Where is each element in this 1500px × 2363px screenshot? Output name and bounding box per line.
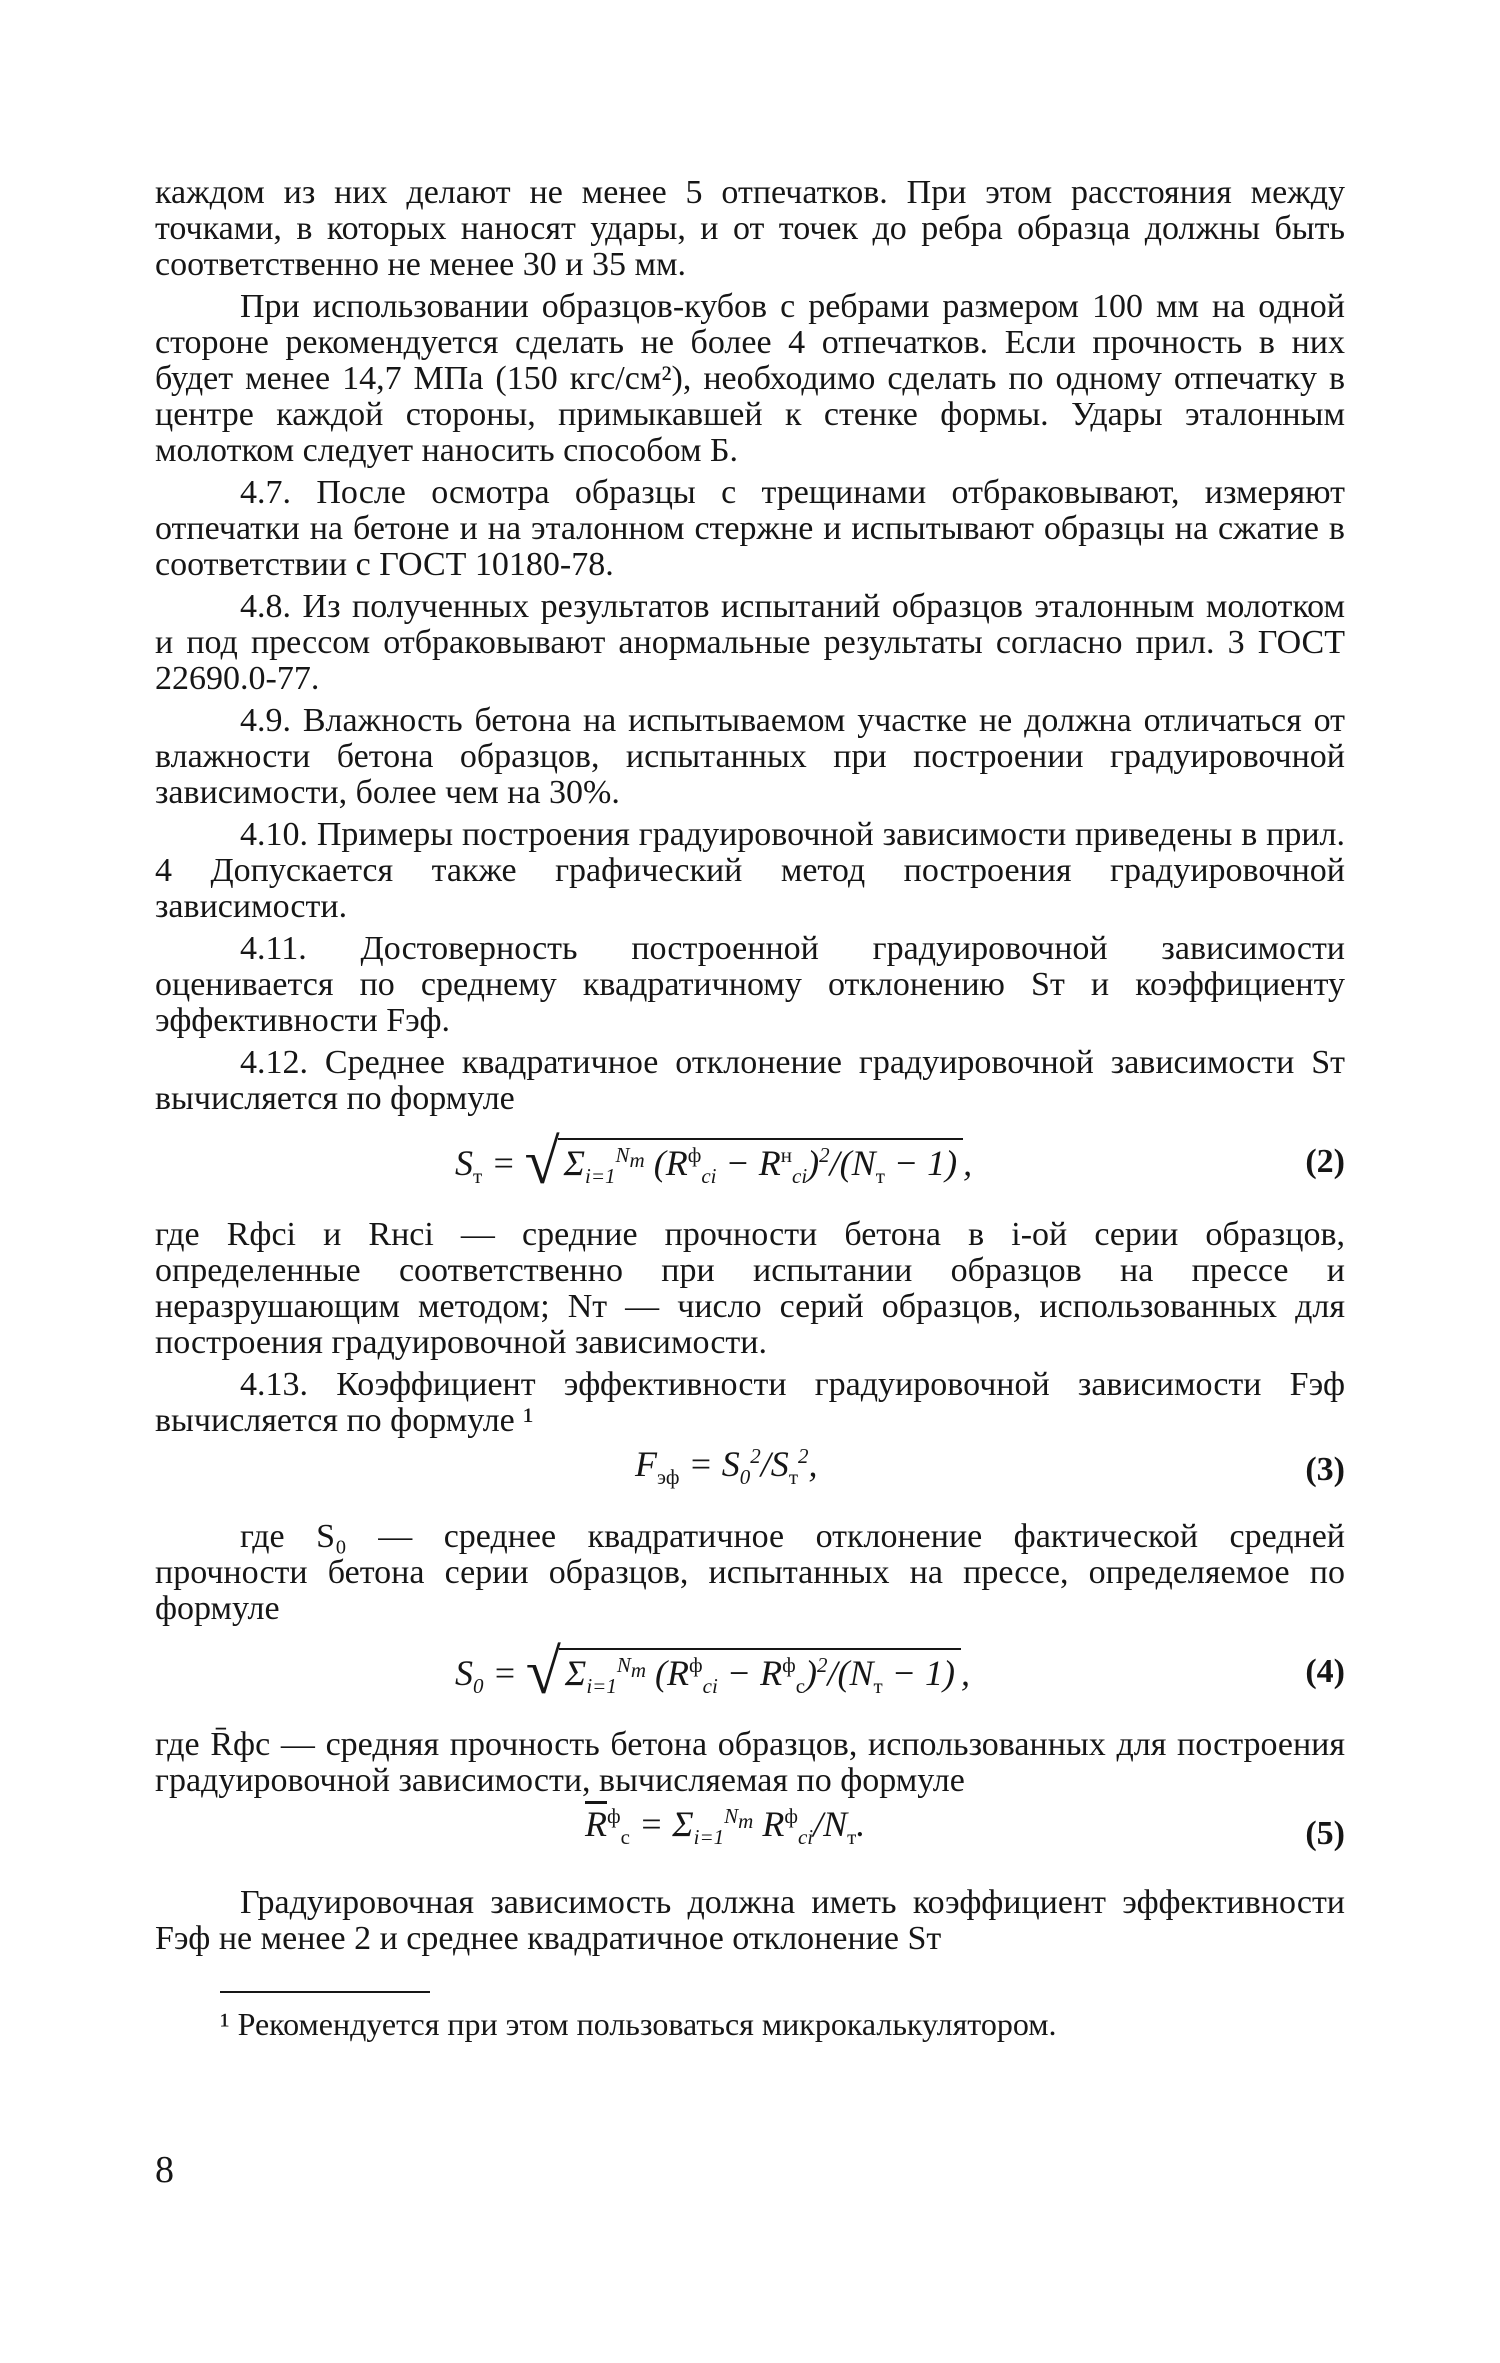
formula-2-number: (2) xyxy=(1305,1143,1345,1180)
clause-4-10: 4.10. Примеры построения градуировочной зависимости приведены в прил. 4 Допускается также графический метод построения градуировочной зависимости. xyxy=(155,816,1345,925)
formula-4-explanation: где R̄фс — средняя прочность бетона образцов, использованных для построения градуировочной зависимости, вычисляемая по формуле xyxy=(155,1726,1345,1799)
formula-3-explanation: где S₀ — среднее квадратичное отклонение фактической средней прочности бетона серии образцов, испытанных на прессе, определяемое по формуле xyxy=(155,1518,1345,1627)
formula-2 xyxy=(155,1117,1345,1217)
paragraph-cube-specimens: При использовании образцов-кубов с ребрами размером 100 мм на одной стороне рекомендуется сделать не более 4 отпечатков. Если прочность в них будет менее 14,7 МПа (150 кгс/см²), необходимо сделать по одному отпечатку в центре каждой стороны, примыкавшей к стенке формы. Удары эталонным молотком следует наносить способом Б. xyxy=(155,288,1345,469)
paragraph-continued: каждом из них делают не менее 5 отпечатков. При этом расстояния между точками, в которых наносят удары, и от точек до ребра образца должны быть соответственно не менее 30 и 35 мм. xyxy=(155,174,1345,283)
formula-4-number: (4) xyxy=(1305,1653,1345,1690)
clause-4-9: 4.9. Влажность бетона на испытываемом участке не должна отличаться от влажности бетона образцов, испытанных при построении градуировочной зависимости, более чем на 30%. xyxy=(155,702,1345,811)
formula-5-expression: $\overline{R}^ф_с = \Sigma_{i=1}^{N_т}$ $R^ф_{ci}/N_т$. xyxy=(585,1804,866,1850)
clause-4-13: 4.13. Коэффициент эффективности градуировочной зависимости Fэф вычисляется по формуле ¹ xyxy=(155,1366,1345,1439)
formula-4-expression: $S_0$ = √ $\Sigma_{i=1}^{N_т}$ $(R^ф_{ci} - R^ф_с)^2/(N_т - 1)$ , xyxy=(455,1636,970,1707)
clause-4-12: 4.12. Среднее квадратичное отклонение градуировочной зависимости Sт вычисляется по формуле xyxy=(155,1044,1345,1117)
formula-3-number: (3) xyxy=(1305,1451,1345,1488)
clause-4-7: 4.7. После осмотра образцы с трещинами отбраковывают, измеряют отпечатки на бетоне и на эталонном стержне и испытывают образцы на сжатие в соответствии с ГОСТ 10180-78. xyxy=(155,474,1345,583)
clause-4-11: 4.11. Достоверность построенной градуировочной зависимости оценивается по среднему квадратичному отклонению Sт и коэффициенту эффективности Fэф. xyxy=(155,930,1345,1039)
document-page xyxy=(155,175,1345,2041)
formula-5-number: (5) xyxy=(1305,1815,1345,1852)
formula-5 xyxy=(155,1799,1345,1885)
footnote: ¹ Рекомендуется при этом пользоваться микрокалькулятором. xyxy=(220,2006,1057,2042)
clause-4-8: 4.8. Из полученных результатов испытаний образцов эталонным молотком и под прессом отбраковывают анормальные результаты согласно прил. 3 ГОСТ 22690.0-77. xyxy=(155,588,1345,697)
formula-2-expression: $S_т$ = √ $\Sigma_{i=1}^{N_т}$ $(R^ф_{ci} - R^н_{ci})^2/(N_т - 1)$ , xyxy=(455,1126,973,1197)
footnote-divider xyxy=(220,1991,430,1993)
concluding-paragraph: Градуировочная зависимость должна иметь коэффициент эффективности Fэф не менее 2 и среднее квадратичное отклонение Sт xyxy=(155,1884,1345,1957)
page-number: 8 xyxy=(155,2149,174,2191)
formula-2-explanation: где Rфci и Rнci — средние прочности бетона в i-ой серии образцов, определенные соответственно при испытании образцов на прессе и неразрушающим методом; Nт — число серий образцов, использованных для построения градуировочной зависимости. xyxy=(155,1216,1345,1361)
formula-3-expression: $F_{эф} = S_0^2/S_т^2$, xyxy=(635,1444,818,1490)
formula-4 xyxy=(155,1627,1345,1727)
formula-3 xyxy=(155,1439,1345,1519)
